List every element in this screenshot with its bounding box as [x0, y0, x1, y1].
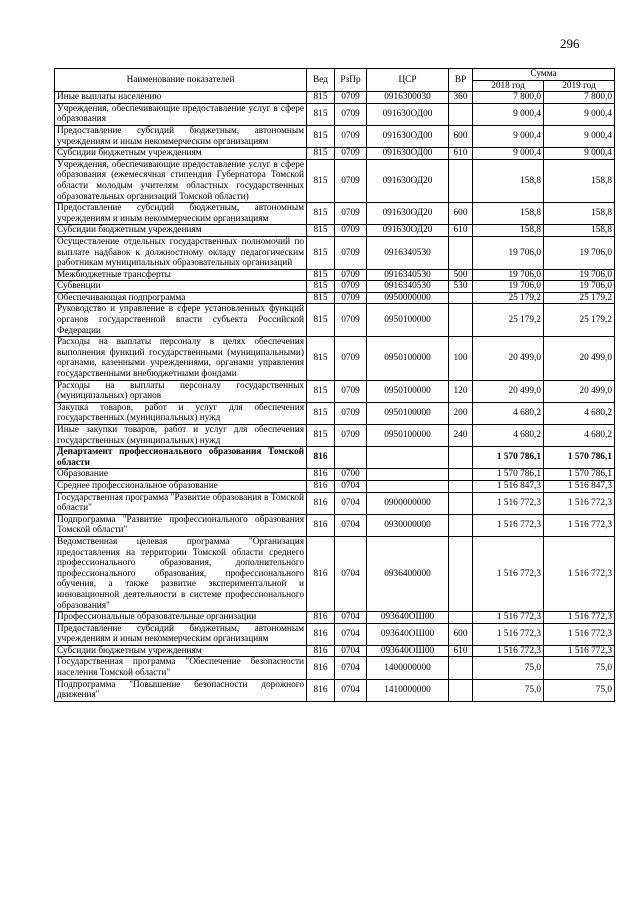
row-name: Среднее профессиональное образование: [55, 480, 307, 492]
row-vr: 100: [449, 337, 473, 380]
row-rzpr: 0704: [335, 536, 367, 611]
row-rzpr: 0709: [335, 269, 367, 281]
row-ved: 815: [307, 402, 335, 424]
row-ved: 816: [307, 657, 335, 679]
row-ved: 816: [307, 623, 335, 645]
row-rzpr: 0709: [335, 380, 367, 402]
row-vr: 600: [449, 125, 473, 147]
budget-table: [54, 68, 615, 702]
row-vr: [449, 447, 473, 469]
row-rzpr: 0709: [335, 125, 367, 147]
row-rzpr: 0704: [335, 480, 367, 492]
row-value-2019: 1 516 847,3: [544, 480, 615, 492]
row-csr: 091630ОД00: [367, 148, 449, 160]
row-name: Закупка товаров, работ и услуг для обеспечения государственных (муниципальных) нужд: [55, 402, 307, 424]
row-value-2018: 19 706,0: [473, 281, 544, 293]
row-ved: 816: [307, 536, 335, 611]
row-ved: 815: [307, 269, 335, 281]
row-value-2019: 9 000,4: [544, 103, 615, 125]
row-vr: [449, 159, 473, 202]
row-value-2019: 158,8: [544, 159, 615, 202]
row-csr: [367, 469, 449, 481]
row-csr: 0916300030: [367, 92, 449, 104]
row-value-2019: 1 516 772,3: [544, 645, 615, 657]
page-number: 296: [560, 36, 580, 51]
row-csr: 0950100000: [367, 304, 449, 337]
row-rzpr: 0709: [335, 92, 367, 104]
row-csr: 0950100000: [367, 425, 449, 447]
row-ved: 816: [307, 612, 335, 624]
row-ved: 815: [307, 236, 335, 269]
table-row: [55, 536, 615, 611]
row-rzpr: 0709: [335, 304, 367, 337]
row-rzpr: 0709: [335, 236, 367, 269]
row-csr: 091630ОД20: [367, 159, 449, 202]
row-vr: 500: [449, 269, 473, 281]
row-csr: 1400000000: [367, 657, 449, 679]
table-row: [55, 623, 615, 645]
row-ved: 816: [307, 447, 335, 469]
row-name: Предоставление субсидий бюджетным, автономным учреждениям и иным некоммерческим организациям: [55, 623, 307, 645]
row-rzpr: 0709: [335, 103, 367, 125]
row-rzpr: 0709: [335, 225, 367, 237]
header-sum: Сумма: [473, 69, 615, 81]
row-value-2018: 1 516 772,3: [473, 645, 544, 657]
row-name: Учреждения, обеспечивающие предоставление услуг в сфере образования (ежемесячная стипендия Губернатора Томской области молодым учителям областных государственных образовательных организаций Томской области): [55, 159, 307, 202]
row-vr: [449, 236, 473, 269]
row-rzpr: 0709: [335, 402, 367, 424]
row-csr: 091630ОД20: [367, 225, 449, 237]
table-row: [55, 269, 615, 281]
row-value-2019: 9 000,4: [544, 148, 615, 160]
table-row: [55, 402, 615, 424]
row-vr: 610: [449, 148, 473, 160]
row-vr: 530: [449, 281, 473, 293]
row-csr: 091630ОД00: [367, 125, 449, 147]
row-value-2018: 20 499,0: [473, 337, 544, 380]
row-vr: [449, 657, 473, 679]
row-value-2019: 1 516 772,3: [544, 492, 615, 514]
row-value-2018: 1 570 786,1: [473, 447, 544, 469]
row-value-2019: 75,0: [544, 657, 615, 679]
row-rzpr: 0709: [335, 425, 367, 447]
row-name: Осуществление отдельных государственных полномочий по выплате надбавок к должностному окладу педагогическим работникам муниципальных образовательных организаций: [55, 236, 307, 269]
row-vr: [449, 536, 473, 611]
row-value-2018: 1 516 772,3: [473, 623, 544, 645]
row-vr: [449, 292, 473, 304]
row-vr: 610: [449, 225, 473, 237]
row-value-2018: 158,8: [473, 159, 544, 202]
table-row: [55, 103, 615, 125]
row-name: Профессиональные образовательные организации: [55, 612, 307, 624]
row-name: Предоставление субсидий бюджетным, автономным учреждениям и иным некоммерческим организациям: [55, 203, 307, 225]
row-value-2018: 75,0: [473, 657, 544, 679]
row-ved: 816: [307, 469, 335, 481]
row-ved: 815: [307, 225, 335, 237]
row-ved: 815: [307, 148, 335, 160]
row-rzpr: 0704: [335, 679, 367, 701]
table-row: [55, 492, 615, 514]
row-ved: 816: [307, 492, 335, 514]
row-vr: 240: [449, 425, 473, 447]
row-value-2019: 158,8: [544, 203, 615, 225]
row-ved: 815: [307, 103, 335, 125]
table-row: [55, 679, 615, 701]
header-vr: ВР: [449, 69, 473, 92]
row-value-2019: 1 570 786,1: [544, 469, 615, 481]
row-csr: 0900000000: [367, 492, 449, 514]
row-csr: 0930000000: [367, 514, 449, 536]
row-rzpr: 0709: [335, 337, 367, 380]
table-row: [55, 447, 615, 469]
row-name: Субсидии бюджетным учреждениям: [55, 645, 307, 657]
row-rzpr: 0704: [335, 514, 367, 536]
row-value-2019: 1 516 772,3: [544, 612, 615, 624]
row-ved: 815: [307, 304, 335, 337]
row-value-2018: 19 706,0: [473, 236, 544, 269]
row-ved: 816: [307, 480, 335, 492]
row-value-2018: 1 570 786,1: [473, 469, 544, 481]
row-ved: 816: [307, 679, 335, 701]
row-value-2019: 158,8: [544, 225, 615, 237]
row-vr: 600: [449, 203, 473, 225]
row-value-2018: 1 516 772,3: [473, 514, 544, 536]
row-value-2018: 25 179,2: [473, 292, 544, 304]
row-csr: 0950100000: [367, 380, 449, 402]
table-row: [55, 657, 615, 679]
row-csr: 093640ОШ00: [367, 645, 449, 657]
header-year-2018: 2018 год: [473, 80, 544, 92]
row-name: Государственная программа "Обеспечение безопасности населения Томской области": [55, 657, 307, 679]
table-row: [55, 236, 615, 269]
row-value-2019: 25 179,2: [544, 292, 615, 304]
row-ved: 815: [307, 292, 335, 304]
row-name: Субсидии бюджетным учреждениям: [55, 225, 307, 237]
row-value-2018: 9 000,4: [473, 148, 544, 160]
row-rzpr: 0704: [335, 657, 367, 679]
row-csr: 093640ОШ00: [367, 612, 449, 624]
row-value-2019: 4 680,2: [544, 425, 615, 447]
row-value-2019: 75,0: [544, 679, 615, 701]
row-value-2018: 1 516 847,3: [473, 480, 544, 492]
row-rzpr: 0704: [335, 645, 367, 657]
table-row: [55, 380, 615, 402]
row-value-2019: 1 516 772,3: [544, 514, 615, 536]
row-ved: 815: [307, 380, 335, 402]
row-value-2019: 19 706,0: [544, 236, 615, 269]
row-rzpr: 0709: [335, 203, 367, 225]
row-value-2018: 20 499,0: [473, 380, 544, 402]
row-ved: 816: [307, 645, 335, 657]
row-csr: 0936400000: [367, 536, 449, 611]
row-vr: [449, 480, 473, 492]
row-ved: 815: [307, 203, 335, 225]
row-csr: [367, 447, 449, 469]
row-vr: 600: [449, 623, 473, 645]
row-rzpr: 0704: [335, 623, 367, 645]
row-name: Иные закупки товаров, работ и услуг для обеспечения государственных (муниципальных) нужд: [55, 425, 307, 447]
row-rzpr: 0704: [335, 492, 367, 514]
row-value-2018: 1 516 772,3: [473, 492, 544, 514]
row-value-2018: 158,8: [473, 203, 544, 225]
row-value-2018: 7 800,0: [473, 92, 544, 104]
row-value-2018: 75,0: [473, 679, 544, 701]
header-name: Наименование показателей: [55, 69, 307, 92]
table-row: [55, 304, 615, 337]
table-row: [55, 203, 615, 225]
row-value-2018: 158,8: [473, 225, 544, 237]
row-ved: 815: [307, 425, 335, 447]
row-rzpr: 0700: [335, 469, 367, 481]
table-row: [55, 469, 615, 481]
row-name: Образование: [55, 469, 307, 481]
row-rzpr: 0709: [335, 148, 367, 160]
row-value-2018: 1 516 772,3: [473, 536, 544, 611]
row-name: Учреждения, обеспечивающие предоставление услуг в сфере образования: [55, 103, 307, 125]
row-value-2018: 9 000,4: [473, 125, 544, 147]
header-ved: Вед: [307, 69, 335, 92]
row-vr: [449, 469, 473, 481]
table-row: [55, 425, 615, 447]
row-csr: 0950100000: [367, 402, 449, 424]
table-row: [55, 148, 615, 160]
row-value-2019: 19 706,0: [544, 281, 615, 293]
row-csr: 1410000000: [367, 679, 449, 701]
row-value-2018: 9 000,4: [473, 103, 544, 125]
row-vr: 120: [449, 380, 473, 402]
header-csr: ЦСР: [367, 69, 449, 92]
row-vr: 200: [449, 402, 473, 424]
row-value-2019: 1 516 772,3: [544, 536, 615, 611]
table-row: [55, 292, 615, 304]
row-csr: 091630ОД00: [367, 103, 449, 125]
row-csr: 0950100000: [367, 337, 449, 380]
table-row: [55, 125, 615, 147]
row-csr: [367, 480, 449, 492]
table-row: [55, 92, 615, 104]
row-name: Подпрограмма "Развитие профессионального образования Томской области": [55, 514, 307, 536]
row-name: Расходы на выплаты персоналу в целях обеспечения выполнения функций государственными (муниципальными) органами, казенными учреждениями, органами управления государственными внебюджетными фондами: [55, 337, 307, 380]
row-name: Обеспечивающая подпрограмма: [55, 292, 307, 304]
header-year-2019: 2019 год: [544, 80, 615, 92]
row-csr: 0916340530: [367, 269, 449, 281]
row-name: Руководство и управление в сфере установленных функций органов государственной власти субъекта Российской Федерации: [55, 304, 307, 337]
row-value-2018: 4 680,2: [473, 425, 544, 447]
table-row: [55, 225, 615, 237]
row-ved: 815: [307, 281, 335, 293]
row-value-2019: 20 499,0: [544, 337, 615, 380]
row-csr: 0950000000: [367, 292, 449, 304]
row-vr: [449, 679, 473, 701]
row-name: Подпрограмма "Повышение безопасности дорожного движения": [55, 679, 307, 701]
table-row: [55, 337, 615, 380]
table-header: [55, 69, 615, 92]
row-rzpr: [335, 447, 367, 469]
row-csr: 093640ОШ00: [367, 623, 449, 645]
row-csr: 0916340530: [367, 281, 449, 293]
row-csr: 091630ОД20: [367, 203, 449, 225]
row-rzpr: 0709: [335, 159, 367, 202]
row-rzpr: 0704: [335, 612, 367, 624]
row-rzpr: 0709: [335, 281, 367, 293]
row-csr: 0916340530: [367, 236, 449, 269]
row-rzpr: 0709: [335, 292, 367, 304]
row-value-2019: 9 000,4: [544, 125, 615, 147]
row-value-2019: 20 499,0: [544, 380, 615, 402]
row-name: Государственная программа "Развитие образования в Томской области": [55, 492, 307, 514]
row-vr: 610: [449, 645, 473, 657]
row-value-2019: 19 706,0: [544, 269, 615, 281]
row-name: Субвенции: [55, 281, 307, 293]
row-vr: 360: [449, 92, 473, 104]
row-ved: 815: [307, 125, 335, 147]
row-ved: 816: [307, 514, 335, 536]
row-ved: 815: [307, 337, 335, 380]
row-vr: [449, 612, 473, 624]
table-row: [55, 480, 615, 492]
row-value-2018: 1 516 772,3: [473, 612, 544, 624]
row-name: Иные выплаты населению: [55, 92, 307, 104]
row-name: Субсидии бюджетным учреждениям: [55, 148, 307, 160]
row-name: Департамент профессионального образования Томской области: [55, 447, 307, 469]
header-rzpr: РзПр: [335, 69, 367, 92]
table-row: [55, 645, 615, 657]
row-vr: [449, 492, 473, 514]
row-value-2018: 4 680,2: [473, 402, 544, 424]
row-ved: 815: [307, 92, 335, 104]
row-value-2019: 1 516 772,3: [544, 623, 615, 645]
row-value-2019: 1 570 786,1: [544, 447, 615, 469]
row-ved: 815: [307, 159, 335, 202]
row-name: Расходы на выплаты персоналу государственных (муниципальных) органов: [55, 380, 307, 402]
row-value-2018: 25 179,2: [473, 304, 544, 337]
table-row: [55, 612, 615, 624]
row-name: Предоставление субсидий бюджетным, автономным учреждениям и иным некоммерческим организациям: [55, 125, 307, 147]
row-name: Ведомственная целевая программа "Организация предоставления на территории Томской области среднего профессионального образования, дополнительного профессионального образования, профессионального обучения, а также развитие экспериментальной и инновационной деятельности в системе профессионального образования": [55, 536, 307, 611]
row-value-2019: 4 680,2: [544, 402, 615, 424]
table-body: [55, 92, 615, 702]
row-value-2019: 25 179,2: [544, 304, 615, 337]
table-row: [55, 159, 615, 202]
row-value-2019: 7 800,0: [544, 92, 615, 104]
table-row: [55, 281, 615, 293]
row-vr: [449, 103, 473, 125]
row-name: Межбюджетные трансферты: [55, 269, 307, 281]
row-vr: [449, 514, 473, 536]
row-vr: [449, 304, 473, 337]
row-value-2018: 19 706,0: [473, 269, 544, 281]
table-row: [55, 514, 615, 536]
